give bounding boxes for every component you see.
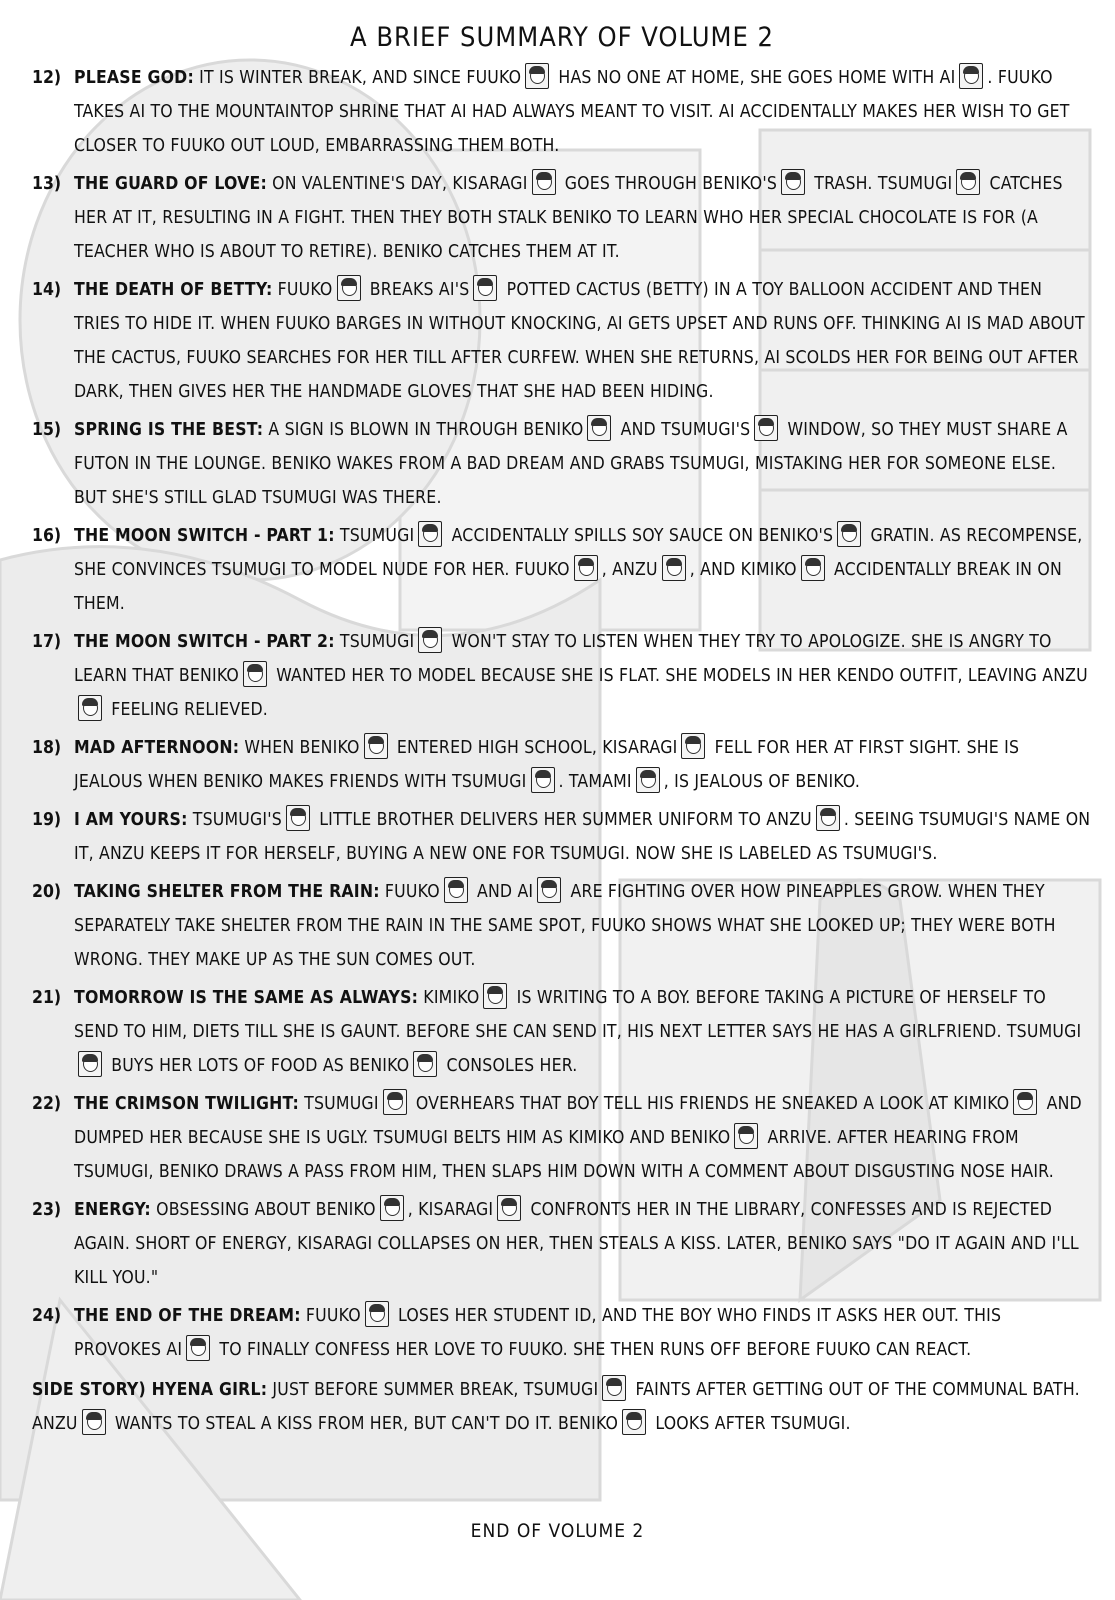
chapter-entry — [32, 625, 1092, 727]
summary-text: ON VALENTINE'S DAY, KISARAGI — [266, 174, 528, 194]
chapter-number: 22) — [32, 1094, 62, 1114]
character-portrait-icon — [587, 415, 611, 441]
character-portrait-icon — [532, 169, 556, 195]
character-portrait-icon — [365, 1301, 389, 1327]
chapter-number: 13) — [32, 174, 62, 194]
summary-text: . SEEING TSUMUGI'S NAME ON IT, ANZU KEEPS IT FOR HERSELF, BUYING A NEW ONE FOR TSUMUGI. NOW SHE IS LABELED AS TSUMUGI'S. — [74, 810, 1091, 864]
chapter-summary — [74, 167, 1092, 269]
character-portrait-icon — [473, 275, 497, 301]
chapter-summary — [74, 519, 1092, 621]
chapter-number: 21) — [32, 988, 62, 1008]
character-portrait-icon — [537, 877, 561, 903]
chapter-entry — [32, 731, 1092, 799]
character-portrait-icon — [286, 805, 310, 831]
character-portrait-icon — [78, 1051, 102, 1077]
summary-page — [32, 22, 1092, 1441]
chapter-title: PLEASE GOD: — [74, 68, 194, 88]
summary-text: FEELING RELIEVED. — [106, 700, 269, 720]
chapter-summary — [74, 875, 1092, 977]
character-portrait-icon — [636, 767, 660, 793]
character-portrait-icon — [525, 63, 549, 89]
summary-text: POTTED CACTUS (BETTY) IN A TOY BALLOON ACCIDENT AND THEN TRIES TO HIDE IT. WHEN FUUKO BARGES IN WITHOUT KNOCKING, AI GETS UPSET AND RUNS OFF. THINKING AI IS MAD ABOUT THE CACTUS, FUUKO SEARCHES FOR HER TILL AFTER CURFEW. WHEN SHE RETURNS, AI SCOLDS HER FOR BEING OUT AFTER DARK, THEN GIVES HER THE HANDMADE GLOVES THAT SHE HAD BEEN HIDING. — [74, 280, 1085, 402]
summary-text: TO FINALLY CONFESS HER LOVE TO FUUKO. SHE THEN RUNS OFF BEFORE FUUKO CAN REACT. — [214, 1340, 972, 1360]
summary-text: TRASH. TSUMUGI — [809, 174, 953, 194]
chapter-entry — [32, 519, 1092, 621]
summary-text: ARRIVE. AFTER HEARING FROM TSUMUGI, BENIKO DRAWS A PASS FROM HIM, THEN SLAPS HIM DOWN WITH A COMMENT ABOUT DISGUSTING NOSE HAIR. — [74, 1128, 1054, 1182]
character-portrait-icon — [380, 1195, 404, 1221]
chapter-title: MAD AFTERNOON: — [74, 738, 240, 758]
summary-text: HAS NO ONE AT HOME, SHE GOES HOME WITH AI — [553, 68, 956, 88]
side-story-entry — [32, 1373, 1092, 1441]
chapter-summary — [74, 625, 1092, 727]
summary-text: A SIGN IS BLOWN IN THROUGH BENIKO — [263, 420, 584, 440]
summary-text: LOOKS AFTER TSUMUGI. — [650, 1414, 851, 1434]
character-portrait-icon — [483, 983, 507, 1009]
summary-text: . TAMAMI — [558, 772, 632, 792]
summary-text: BUYS HER LOTS OF FOOD AS BENIKO — [106, 1056, 410, 1076]
character-portrait-icon — [622, 1409, 646, 1435]
character-portrait-icon — [364, 733, 388, 759]
chapter-number: 14) — [32, 280, 62, 300]
character-portrait-icon — [681, 733, 705, 759]
summary-text: WANTED HER TO MODEL BECAUSE SHE IS FLAT. SHE MODELS IN HER KENDO OUTFIT, LEAVING ANZU — [271, 666, 1088, 686]
summary-text: IT IS WINTER BREAK, AND SINCE FUUKO — [193, 68, 522, 88]
character-portrait-icon — [734, 1123, 758, 1149]
character-portrait-icon — [1013, 1089, 1037, 1115]
summary-text: TSUMUGI — [334, 526, 415, 546]
summary-text: WON'T STAY TO LISTEN WHEN THEY TRY TO APOLOGIZE. SHE IS ANGRY TO LEARN THAT BENIKO — [74, 632, 1052, 686]
chapter-entry — [32, 167, 1092, 269]
chapter-title: SIDE STORY) HYENA GIRL: — [32, 1380, 268, 1400]
side-story-summary — [32, 1373, 1092, 1441]
chapter-summary — [74, 981, 1092, 1083]
summary-text: LOSES HER STUDENT ID, AND THE BOY WHO FINDS IT ASKS HER OUT. THIS PROVOKES AI — [74, 1306, 1002, 1360]
chapter-entry — [32, 803, 1092, 871]
chapter-number: 17) — [32, 632, 62, 652]
summary-text: , AND KIMIKO — [689, 560, 797, 580]
character-portrait-icon — [243, 661, 267, 687]
chapter-entry — [32, 981, 1092, 1083]
character-portrait-icon — [413, 1051, 437, 1077]
summary-text: GOES THROUGH BENIKO'S — [559, 174, 778, 194]
character-portrait-icon — [444, 877, 468, 903]
chapter-number: 16) — [32, 526, 62, 546]
summary-text: , IS JEALOUS OF BENIKO. — [663, 772, 861, 792]
summary-text: , KISARAGI — [407, 1200, 494, 1220]
summary-text: LITTLE BROTHER DELIVERS HER SUMMER UNIFORM TO ANZU — [314, 810, 812, 830]
chapter-number: 15) — [32, 420, 62, 440]
character-portrait-icon — [662, 555, 686, 581]
chapter-title: THE MOON SWITCH - PART 2: — [74, 632, 335, 652]
summary-text: CONFRONTS HER IN THE LIBRARY, CONFESSES AND IS REJECTED AGAIN. SHORT OF ENERGY, KISARAGI COLLAPSES ON HER, THEN STEALS A KISS. LATER, BENIKO SAYS "DO IT AGAIN AND I'LL KILL YOU." — [74, 1200, 1079, 1288]
chapter-summary — [74, 1193, 1092, 1295]
summary-text: WANTS TO STEAL A KISS FROM HER, BUT CAN'T DO IT. BENIKO — [109, 1414, 619, 1434]
summary-text: FUUKO — [272, 280, 333, 300]
character-portrait-icon — [531, 767, 555, 793]
summary-text: FAINTS AFTER GETTING OUT OF THE COMMUNAL BATH. ANZU — [32, 1380, 1080, 1434]
chapter-summary — [74, 1299, 1092, 1367]
chapter-title: I AM YOURS: — [74, 810, 188, 830]
summary-text: BREAKS AI'S — [364, 280, 470, 300]
chapter-summary — [74, 731, 1092, 799]
summary-text: WHEN BENIKO — [239, 738, 360, 758]
character-portrait-icon — [383, 1089, 407, 1115]
character-portrait-icon — [337, 275, 361, 301]
summary-text: CATCHES HER AT IT, RESULTING IN A FIGHT. THEN THEY BOTH STALK BENIKO TO LEARN WHO HER SPECIAL CHOCOLATE IS FOR (A TEACHER WHO IS ABOUT TO RETIRE). BENIKO CATCHES THEM AT IT. — [74, 174, 1063, 262]
character-portrait-icon — [956, 169, 980, 195]
character-portrait-icon — [801, 555, 825, 581]
chapter-number: 18) — [32, 738, 62, 758]
summary-text: GRATIN. AS RECOMPENSE, SHE CONVINCES TSUMUGI TO MODEL NUDE FOR HER. FUUKO — [74, 526, 1083, 580]
character-portrait-icon — [837, 521, 861, 547]
summary-text: TSUMUGI — [334, 632, 415, 652]
chapter-title: THE DEATH OF BETTY: — [74, 280, 273, 300]
chapter-summary — [74, 61, 1092, 163]
summary-text: , ANZU — [601, 560, 658, 580]
summary-text: TSUMUGI'S — [187, 810, 282, 830]
character-portrait-icon — [602, 1375, 626, 1401]
summary-text: FELL FOR HER AT FIRST SIGHT. SHE IS JEALOUS WHEN BENIKO MAKES FRIENDS WITH TSUMUGI — [74, 738, 1020, 792]
chapter-title: THE CRIMSON TWILIGHT: — [74, 1094, 299, 1114]
chapter-number: 20) — [32, 882, 62, 902]
chapter-title: ENERGY: — [74, 1200, 151, 1220]
character-portrait-icon — [78, 695, 102, 721]
character-portrait-icon — [418, 627, 442, 653]
chapter-title: THE END OF THE DREAM: — [74, 1306, 301, 1326]
summary-text: OVERHEARS THAT BOY TELL HIS FRIENDS HE SNEAKED A LOOK AT KIMIKO — [410, 1094, 1010, 1114]
chapter-title: SPRING IS THE BEST: — [74, 420, 264, 440]
chapter-number: 24) — [32, 1306, 62, 1326]
summary-text: AND AI — [471, 882, 534, 902]
chapter-number: 12) — [32, 68, 62, 88]
summary-text: ACCIDENTALLY BREAK IN ON THEM. — [74, 560, 1062, 614]
summary-text: AND TSUMUGI'S — [615, 420, 751, 440]
chapter-summary — [74, 1087, 1092, 1189]
character-portrait-icon — [497, 1195, 521, 1221]
chapter-list — [32, 61, 1092, 1367]
summary-text: . FUUKO TAKES AI TO THE MOUNTAINTOP SHRINE THAT AI HAD ALWAYS MEANT TO VISIT. AI ACCIDENTALLY MAKES HER WISH TO GET CLOSER TO FUUKO OUT LOUD, EMBARRASSING THEM BOTH. — [74, 68, 1070, 156]
chapter-entry — [32, 61, 1092, 163]
chapter-entry — [32, 875, 1092, 977]
chapter-entry — [32, 1299, 1092, 1367]
summary-text: AND DUMPED HER BECAUSE SHE IS UGLY. TSUMUGI BELTS HIM AS KIMIKO AND BENIKO — [74, 1094, 1082, 1148]
chapter-entry — [32, 1087, 1092, 1189]
character-portrait-icon — [82, 1409, 106, 1435]
chapter-entry — [32, 413, 1092, 515]
summary-text: WINDOW, SO THEY MUST SHARE A FUTON IN THE LOUNGE. BENIKO WAKES FROM A BAD DREAM AND GRABS TSUMUGI, MISTAKING HER FOR SOMEONE ELSE. BUT SHE'S STILL GLAD TSUMUGI WAS THERE. — [74, 420, 1068, 508]
character-portrait-icon — [186, 1335, 210, 1361]
end-of-volume: END OF VOLUME 2 — [470, 1520, 645, 1542]
chapter-title: TAKING SHELTER FROM THE RAIN: — [74, 882, 380, 902]
summary-text: FUUKO — [300, 1306, 361, 1326]
character-portrait-icon — [418, 521, 442, 547]
character-portrait-icon — [959, 63, 983, 89]
summary-text: KIMIKO — [418, 988, 480, 1008]
chapter-number: 23) — [32, 1200, 62, 1220]
character-portrait-icon — [754, 415, 778, 441]
character-portrait-icon — [574, 555, 598, 581]
chapter-summary — [74, 273, 1092, 409]
summary-text: ARE FIGHTING OVER HOW PINEAPPLES GROW. WHEN THEY SEPARATELY TAKE SHELTER FROM THE RAIN IN THE SAME SPOT, FUUKO SHOWS WHAT SHE LOOKED UP; THEY WERE BOTH WRONG. THEY MAKE UP AS THE SUN COMES OUT. — [74, 882, 1056, 970]
character-portrait-icon — [816, 805, 840, 831]
summary-text: CONSOLES HER. — [441, 1056, 578, 1076]
chapter-title: THE GUARD OF LOVE: — [74, 174, 267, 194]
summary-text: JUST BEFORE SUMMER BREAK, TSUMUGI — [267, 1380, 599, 1400]
chapter-summary — [74, 803, 1092, 871]
summary-text: OBSESSING ABOUT BENIKO — [150, 1200, 376, 1220]
chapter-summary — [74, 413, 1092, 515]
summary-text: ACCIDENTALLY SPILLS SOY SAUCE ON BENIKO'S — [446, 526, 834, 546]
chapter-number: 19) — [32, 810, 62, 830]
summary-text: IS WRITING TO A BOY. BEFORE TAKING A PICTURE OF HERSELF TO SEND TO HIM, DIETS TILL SHE IS GAUNT. BEFORE SHE CAN SEND IT, HIS NEXT LETTER SAYS HE HAS A GIRLFRIEND. TSUMUGI — [74, 988, 1082, 1042]
chapter-entry — [32, 1193, 1092, 1295]
chapter-title: TOMORROW IS THE SAME AS ALWAYS: — [74, 988, 419, 1008]
summary-text: TSUMUGI — [298, 1094, 379, 1114]
summary-text: FUUKO — [379, 882, 440, 902]
character-portrait-icon — [781, 169, 805, 195]
summary-text: ENTERED HIGH SCHOOL, KISARAGI — [391, 738, 678, 758]
page-title: A BRIEF SUMMARY OF VOLUME 2 — [350, 22, 774, 53]
chapter-entry — [32, 273, 1092, 409]
chapter-title: THE MOON SWITCH - PART 1: — [74, 526, 335, 546]
